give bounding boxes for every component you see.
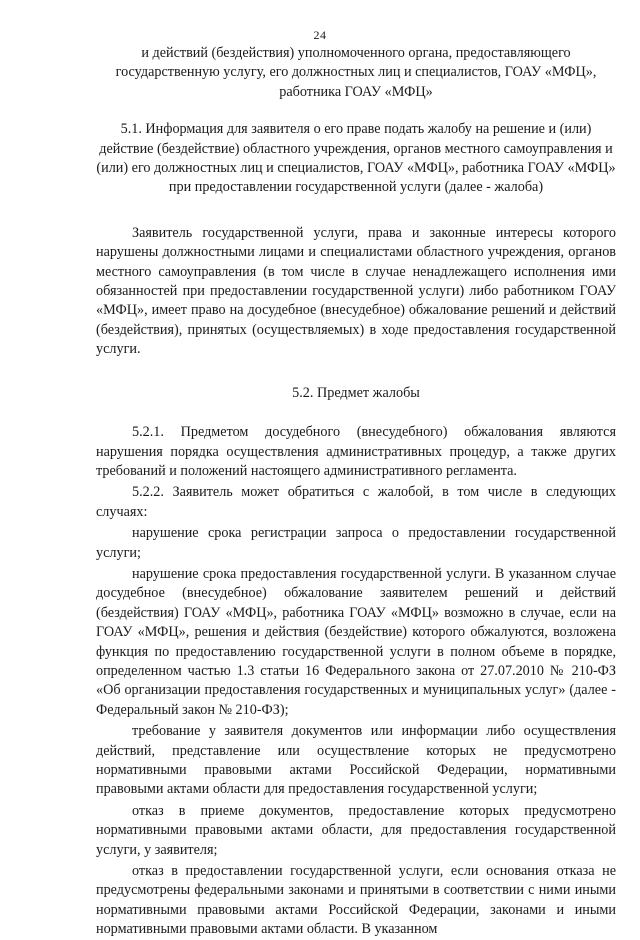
paragraph-5-2-1: 5.2.1. Предметом досудебного (внесудебного) обжалования являются нарушения порядка осуществления административных процедур, а также других требований и положений настоящего административного регламента.: [96, 424, 616, 479]
paragraph-5-2-2: 5.2.2. Заявитель может обратиться с жалобой, в том числе в следующих случаях:: [96, 484, 616, 520]
case-term-violation: нарушение срока предоставления государственной услуги. В указанном случае досудебное (внесудебное) обжалование заявителем решений и действий (бездействия) ГОАУ «МФЦ», работника ГОАУ «МФЦ» возможно в случае, если на ГОАУ «МФЦ», решения и действия (бездействие) которого обжалуются, возложена функция по предоставлению государственной услуги в полном объеме в порядке, определенном частью 1.3 статьи 16 Федерального закона от 27.07.2010 № 210-ФЗ «Об организации предоставления государственных и муниципальных услуг» (далее - Федеральный закон № 210-ФЗ);: [96, 565, 616, 718]
case-documents-demand: требование у заявителя документов или информации либо осуществления действий, представление или осуществление которых не предусмотрено нормативными правовыми актами Российской Федерации, нормативными правовыми актами области для предоставления государственной услуги;: [96, 723, 616, 798]
section-5-1-title: 5.1. Информация для заявителя о его праве подать жалобу на решение и (или) действие (бездействие) областного учреждения, органов местного самоуправления и (или) его должностных лиц и специалистов, ГОАУ «МФЦ», работника ГОАУ «МФЦ» при предоставлении государственной услуги (далее - жалоба): [96, 121, 616, 196]
paragraph-applicant-rights: Заявитель государственной услуги, права и законные интересы которого нарушены должностными лицами и специалистами областного учреждения, органов местного самоуправления (в том числе в случае ненадлежащего исполнения ими обязанностей при предоставлении государственной услуги) либо работником ГОАУ «МФЦ», имеет право на досудебное (внесудебное) обжалование решений и действий (бездействия), принятых (осуществляемых) в ходе предоставления государственной услуги.: [96, 224, 616, 358]
case-refusal-service: отказ в предоставлении государственной услуги, если основания отказа не предусмотрены федеральными законами и принятыми в соответствии с ними иными нормативными правовыми актами Российской Федерации, законами и иными нормативными правовыми актами области. В указанном: [96, 863, 616, 938]
case-registration-violation: нарушение срока регистрации запроса о предоставлении государственной услуги;: [96, 525, 616, 561]
heading-continuation: и действий (бездействия) уполномоченного органа, предоставляющего государственную услугу, его должностных лиц и специалистов, ГОАУ «МФЦ», работника ГОАУ «МФЦ»: [115, 45, 597, 100]
page-number: 24: [313, 28, 327, 42]
case-refusal-acceptance: отказ в приеме документов, предоставление которых предусмотрено нормативными правовыми актами области, для предоставления государственной услуги, у заявителя;: [96, 802, 616, 858]
document-body: [96, 44, 616, 940]
section-5-2-title: 5.2. Предмет жалобы: [292, 384, 420, 401]
